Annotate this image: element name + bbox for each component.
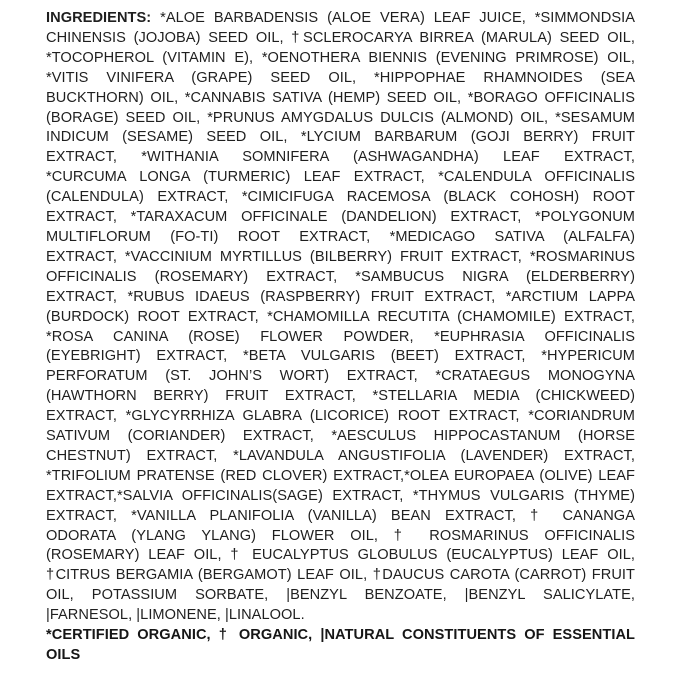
ingredients-line: (HAWTHORN BERRY) FRUIT EXTRACT, *STELLARIA MEDIA (CHICKWEED): [46, 388, 635, 405]
ingredients-line: BUCKTHORN) OIL, *CANNABIS SATIVA (HEMP) SEED OIL, *BORAGO OFFICINALIS: [46, 89, 635, 106]
ingredients-line: EXTRACT, *VANILLA PLANIFOLIA (VANILLA) BEAN EXTRACT, † CANANGA: [46, 507, 635, 524]
ingredients-line: EXTRACT, *VACCINIUM MYRTILLUS (BILBERRY) FRUIT EXTRACT, *ROSMARINUS: [46, 248, 635, 265]
ingredients-body: [46, 29, 635, 626]
ingredients-text-block: [46, 9, 635, 666]
ingredients-line: PERFORATUM (ST. JOHN’S WORT) EXTRACT, *CRATAEGUS MONOGYNA: [46, 368, 635, 385]
ingredients-line: *TOCOPHEROL (VITAMIN E), *OENOTHERA BIENNIS (EVENING PRIMROSE) OIL,: [46, 49, 635, 66]
ingredients-line: (BURDOCK) ROOT EXTRACT, *CHAMOMILLA RECUTITA (CHAMOMILE) EXTRACT,: [46, 308, 635, 325]
ingredients-line: ODORATA (YLANG YLANG) FLOWER OIL, † ROSMARINUS OFFICINALIS: [46, 527, 635, 544]
ingredients-line: MULTIFLORUM (FO-TI) ROOT EXTRACT, *MEDICAGO SATIVA (ALFALFA): [46, 228, 635, 245]
ingredients-line: EXTRACT,*SALVIA OFFICINALIS(SAGE) EXTRACT, *THYMUS VULGARIS (THYME): [46, 487, 635, 504]
ingredients-line: EXTRACT, *GLYCYRRHIZA GLABRA (LICORICE) ROOT EXTRACT, *CORIANDRUM: [46, 408, 635, 425]
ingredients-line: INDICUM (SESAME) SEED OIL, *LYCIUM BARBARUM (GOJI BERRY) FRUIT: [46, 129, 635, 146]
ingredients-heading: INGREDIENTS:: [46, 10, 152, 26]
ingredients-first-line: [46, 9, 635, 29]
footnote-line: OILS: [46, 647, 81, 663]
ingredients-line: *ROSA CANINA (ROSE) FLOWER POWDER, *EUPHRASIA OFFICINALIS: [46, 328, 635, 345]
ingredients-line: OFFICINALIS (ROSEMARY) EXTRACT, *SAMBUCUS NIGRA (ELDERBERRY): [46, 268, 635, 285]
ingredients-line: SATIVUM (CORIANDER) EXTRACT, *AESCULUS HIPPOCASTANUM (HORSE: [46, 428, 635, 445]
ingredients-line: EXTRACT, *RUBUS IDAEUS (RASPBERRY) FRUIT EXTRACT, *ARCTIUM LAPPA: [46, 288, 635, 305]
ingredients-line: *CURCUMA LONGA (TURMERIC) LEAF EXTRACT, *CALENDULA OFFICINALIS: [46, 169, 635, 186]
ingredients-line: |FARNESOL, |LIMONENE, |LINALOOL.: [46, 607, 305, 624]
ingredients-line: (CALENDULA) EXTRACT, *CIMICIFUGA RACEMOSA (BLACK COHOSH) ROOT: [46, 189, 635, 206]
ingredients-line: *VITIS VINIFERA (GRAPE) SEED OIL, *HIPPOPHAE RHAMNOIDES (SEA: [46, 69, 635, 86]
ingredients-line: (EYEBRIGHT) EXTRACT, *BETA VULGARIS (BEET) EXTRACT, *HYPERICUM: [46, 348, 635, 365]
ingredients-line: CHESTNUT) EXTRACT, *LAVANDULA ANGUSTIFOLIA (LAVENDER) EXTRACT,: [46, 447, 635, 464]
ingredients-line: EXTRACT, *WITHANIA SOMNIFERA (ASHWAGANDHA) LEAF EXTRACT,: [46, 149, 635, 166]
ingredients-line: OIL, POTASSIUM SORBATE, |BENZYL BENZOATE, |BENZYL SALICYLATE,: [46, 587, 635, 604]
ingredients-line: (BORAGE) SEED OIL, *PRUNUS AMYGDALUS DULCIS (ALMOND) OIL, *SESAMUM: [46, 109, 635, 126]
ingredients-footnote: [46, 626, 635, 666]
ingredients-line: *TRIFOLIUM PRATENSE (RED CLOVER) EXTRACT,*OLEA EUROPAEA (OLIVE) LEAF: [46, 467, 635, 484]
ingredients-line: CHINENSIS (JOJOBA) SEED OIL, †SCLEROCARYA BIRREA (MARULA) SEED OIL,: [46, 29, 635, 46]
ingredients-line: †CITRUS BERGAMIA (BERGAMOT) LEAF OIL, †DAUCUS CAROTA (CARROT) FRUIT: [46, 567, 635, 584]
ingredients-line: EXTRACT, *TARAXACUM OFFICINALE (DANDELION) EXTRACT, *POLYGONUM: [46, 209, 635, 226]
ingredients-first-line-rest: *ALOE BARBADENSIS (ALOE VERA) LEAF JUICE, *SIMMONDSIA: [151, 10, 635, 26]
footnote-line: *CERTIFIED ORGANIC, † ORGANIC, |NATURAL CONSTITUENTS OF ESSENTIAL: [46, 627, 635, 644]
ingredients-line: (ROSEMARY) LEAF OIL, † EUCALYPTUS GLOBULUS (EUCALYPTUS) LEAF OIL,: [46, 547, 635, 564]
